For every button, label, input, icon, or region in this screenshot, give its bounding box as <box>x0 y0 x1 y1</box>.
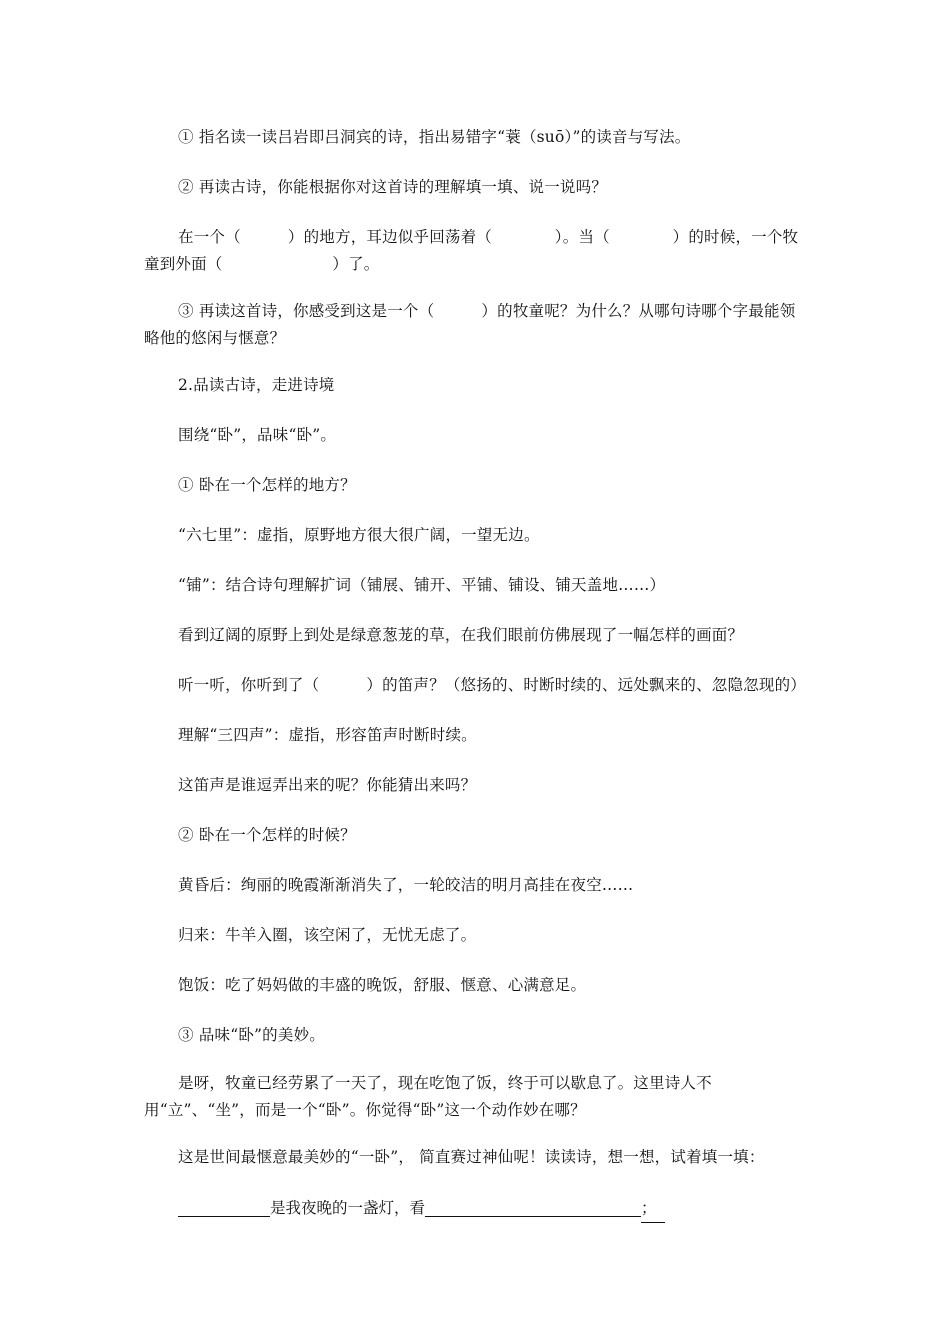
paragraph-2: ② 再读古诗，你能根据你对这首诗的理解填一填、说一说吗？ <box>178 178 608 196</box>
paragraph-8: “六七里”：虚指，原野地方很大很广阔，一望无边。 <box>178 526 540 544</box>
paragraph-20: 这是世间最惬意最美妙的“一卧”， 简直赛过神仙呢！读读诗，想一想，试着填一填： <box>178 1148 765 1166</box>
paragraph-3: 在一个（ ）的地方，耳边似乎回荡着（ ）。当（ ）的时候，一个牧童到外面（ ）了。 <box>144 228 799 273</box>
paragraph-17: 饱饭：吃了妈妈做的丰盛的晚饭，舒服、惬意、心满意足。 <box>178 976 587 994</box>
paragraph-4: ③ 再读这首诗，你感受到这是一个（ ）的牧童呢？为什么？从哪句诗哪个字最能领略他的悠闲与惬意？ <box>144 302 796 347</box>
paragraph-11: 听一听，你听到了（ ）的笛声？（悠扬的、时断时续的、远处飘来的、忽隐忽现的） <box>178 676 807 694</box>
fill-blank-1[interactable] <box>178 1196 270 1217</box>
paragraph-14: ② 卧在一个怎样的时候？ <box>178 826 356 844</box>
paragraph-19: 是呀，牧童已经劳累了一天了，现在吃饱了饭，终于可以歇息了。这里诗人不用“立”、“坐”，而是一个“卧”。你觉得“卧”这一个动作妙在哪？ <box>144 1074 712 1119</box>
fill-line-text: 是我夜晚的一盏灯，看 <box>270 1199 426 1217</box>
paragraph-18: ③ 品味“卧”的美妙。 <box>178 1026 325 1044</box>
paragraph-1: ① 指名读一读吕岩即吕洞宾的诗，指出易错字“蓑（suō）”的读音与写法。 <box>178 128 691 146</box>
paragraph-15: 黄昏后：绚丽的晚霞渐渐消失了，一轮皎洁的明月高挂在夜空…… <box>178 876 634 894</box>
paragraph-6: 围绕“卧”，品味“卧”。 <box>178 426 337 444</box>
paragraph-12: 理解“三四声”：虚指，形容笛声时断时续。 <box>178 726 477 744</box>
fill-in-line <box>178 1195 665 1223</box>
paragraph-10: 看到辽阔的原野上到处是绿意葱茏的草，在我们眼前仿佛展现了一幅怎样的画面？ <box>178 626 744 644</box>
paragraph-7: ① 卧在一个怎样的地方？ <box>178 476 356 494</box>
paragraph-13: 这笛声是谁逗弄出来的呢？你能猜出来吗？ <box>178 776 477 794</box>
paragraph-16: 归来：牛羊入圈，该空闲了，无忧无虑了。 <box>178 926 477 944</box>
fill-blank-2[interactable] <box>425 1196 641 1217</box>
paragraph-9: “铺”：结合诗句理解扩词（铺展、铺开、平铺、铺设、铺天盖地……） <box>178 576 666 594</box>
section-heading: 2.品读古诗，走进诗境 <box>178 376 335 394</box>
fill-line-end: ； <box>641 1195 665 1223</box>
